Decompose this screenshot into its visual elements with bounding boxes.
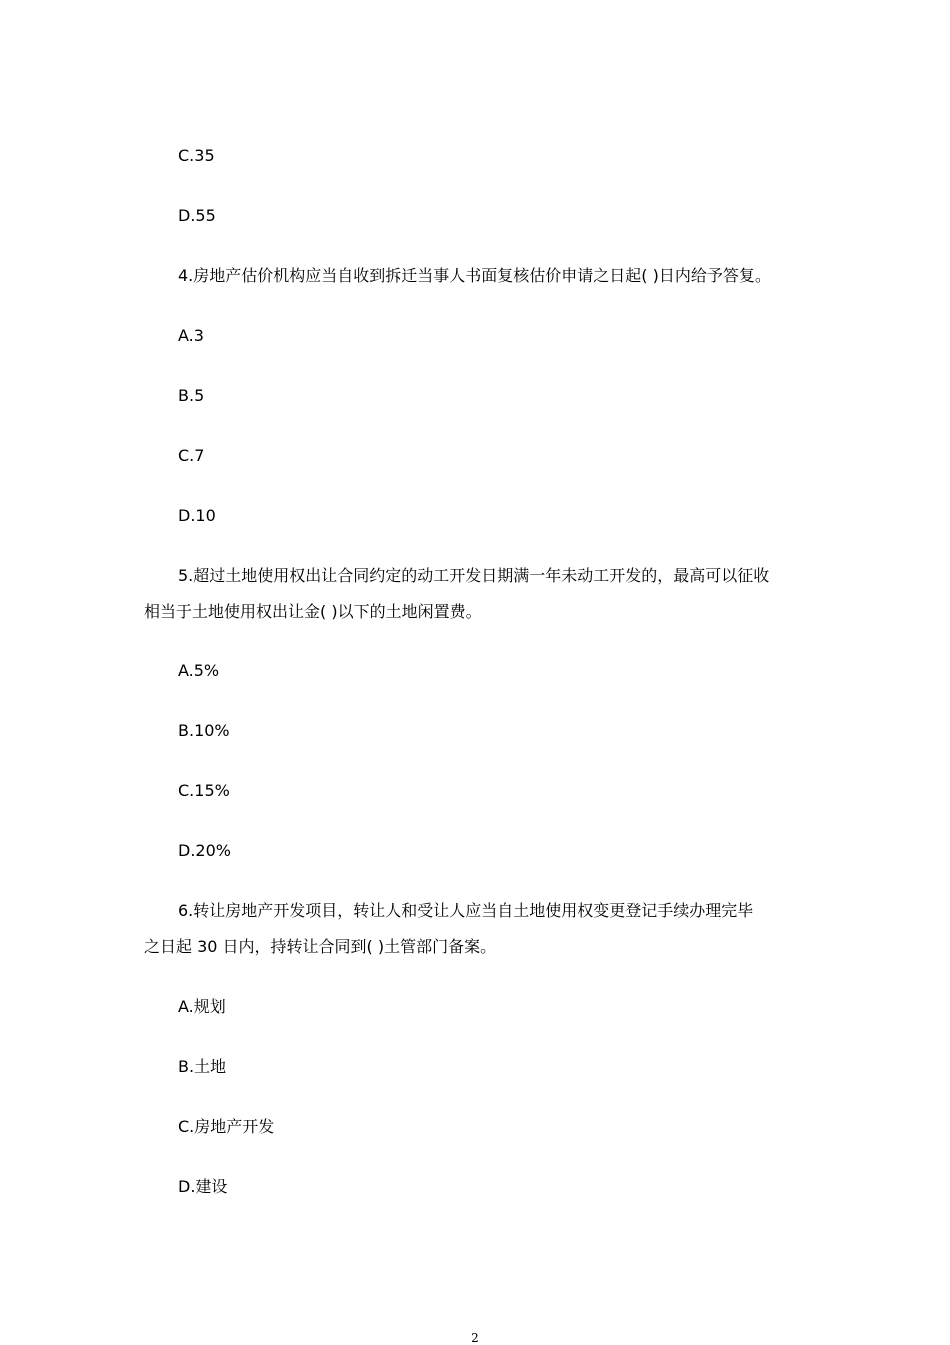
option-d: D.55 [178,206,216,225]
question-text-line-1: 6.转让房地产开发项目，转让人和受让人应当自土地使用权变更登记手续办理完毕 [178,901,754,920]
question-text-line-2: 相当于土地使用权出让金( )以下的土地闲置费。 [144,602,482,621]
option-a: A.3 [178,326,204,345]
question-text-line-1: 5.超过土地使用权出让合同约定的动工开发日期满一年未动工开发的，最高可以征收 [178,566,770,585]
option-d: D.20% [178,841,231,860]
option-b: B.土地 [178,1057,227,1076]
option-c: C.房地产开发 [178,1117,275,1136]
option-a: A.规划 [178,997,226,1016]
option-c: C.35 [178,146,215,165]
option-d: D.10 [178,506,216,525]
option-c: C.7 [178,446,205,465]
question-text: 4.房地产估价机构应当自收到拆迁当事人书面复核估价申请之日起( )日内给予答复。 [178,266,771,285]
option-c: C.15% [178,781,230,800]
option-d: D.建设 [178,1177,228,1196]
option-b: B.10% [178,721,230,740]
page-number: 2 [471,1331,479,1345]
option-b: B.5 [178,386,205,405]
option-a: A.5% [178,661,220,680]
question-text-line-2: 之日起 30 日内，持转让合同到( )土管部门备案。 [144,937,497,956]
